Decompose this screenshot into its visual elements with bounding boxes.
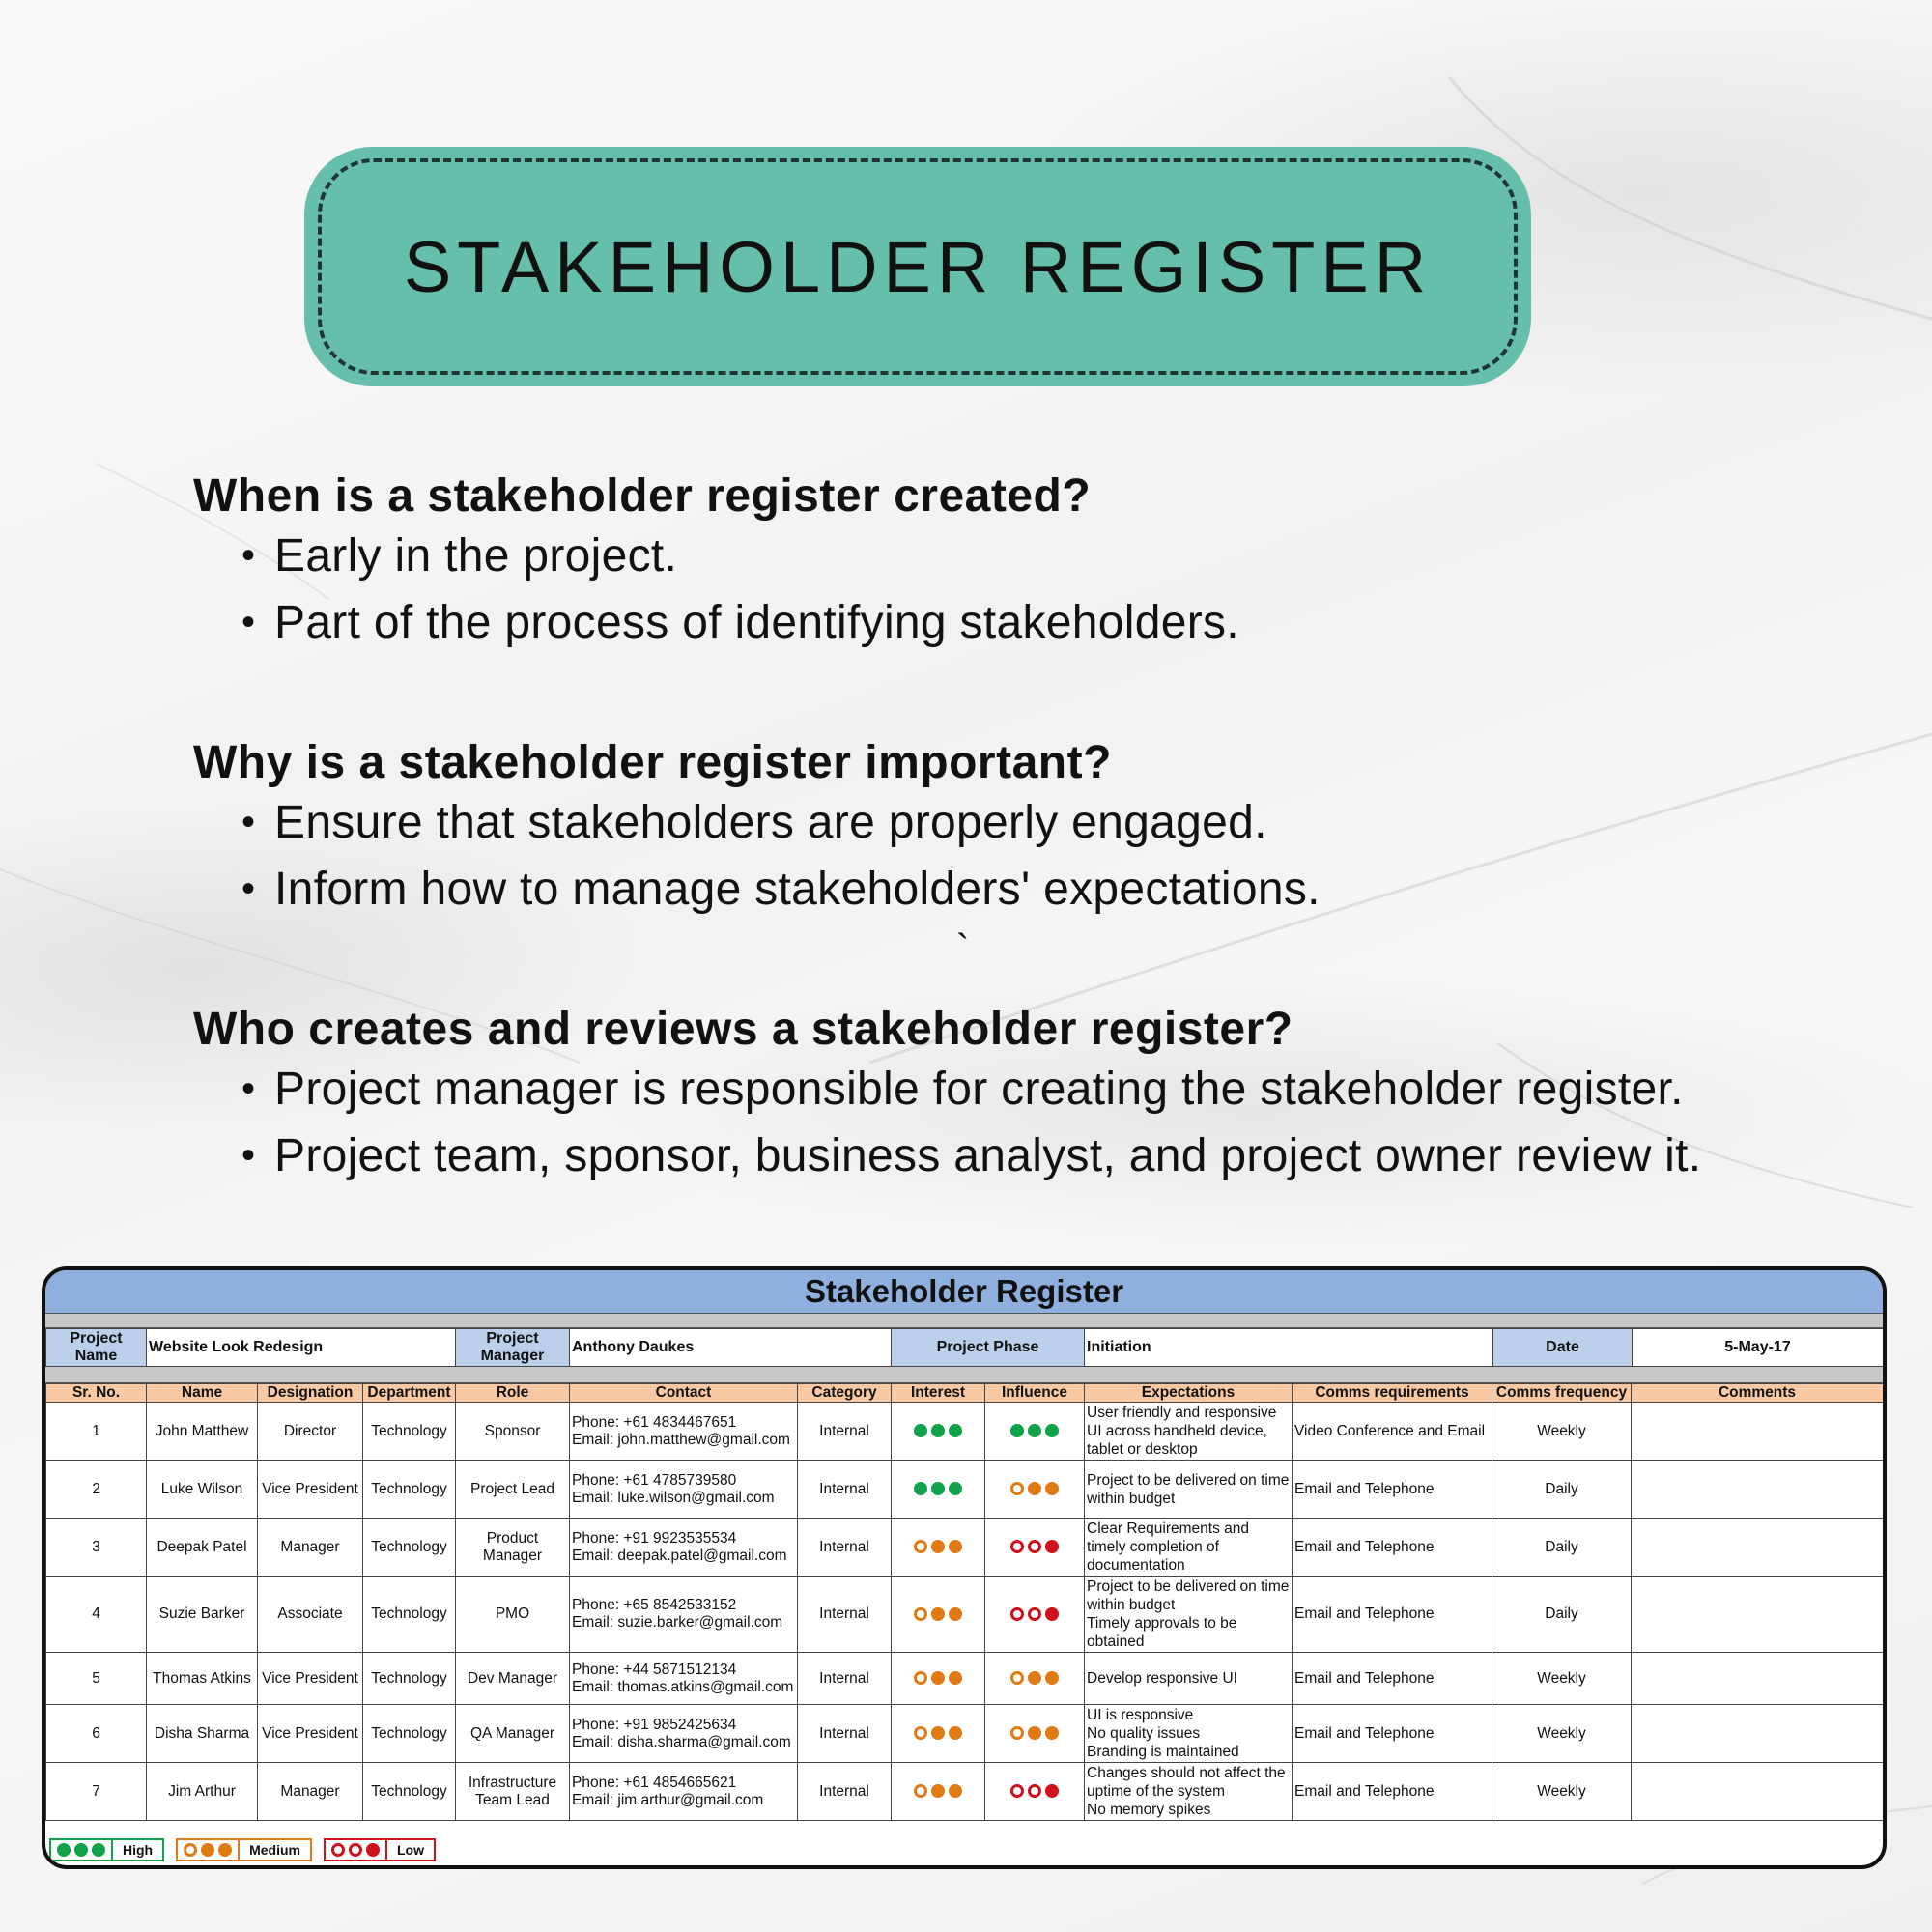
- comms-requirements-cell: Email and Telephone: [1293, 1461, 1492, 1519]
- department-cell: Technology: [363, 1763, 456, 1821]
- comments-cell: [1632, 1653, 1884, 1705]
- level-dot-icon: [201, 1843, 214, 1857]
- level-dot-icon: [1028, 1671, 1041, 1685]
- column-header: Interest: [892, 1384, 985, 1403]
- legend-swatch: [326, 1840, 385, 1860]
- phone-text: Phone: +65 8542533152: [572, 1597, 737, 1613]
- comments-cell: [1632, 1519, 1884, 1577]
- sr-no-cell: 7: [46, 1763, 147, 1821]
- level-dot-icon: [1010, 1424, 1024, 1437]
- comms-frequency-cell: Daily: [1492, 1461, 1632, 1519]
- influence-cell: [985, 1403, 1085, 1461]
- table-row: [46, 1653, 1884, 1705]
- section-question: Who creates and reviews a stakeholder register?: [193, 1004, 1293, 1055]
- category-cell: Internal: [798, 1403, 892, 1461]
- comms-requirements-cell: Email and Telephone: [1293, 1705, 1492, 1763]
- level-dot-icon: [1045, 1540, 1059, 1553]
- table-row: [46, 1705, 1884, 1763]
- expectations-cell: [1085, 1461, 1293, 1519]
- department-cell: Technology: [363, 1705, 456, 1763]
- email-link[interactable]: Email: suzie.barker@gmail.com: [572, 1614, 783, 1631]
- level-dot-icon: [914, 1607, 927, 1621]
- designation-cell: Associate: [258, 1577, 363, 1653]
- date-value: 5-May-17: [1633, 1329, 1884, 1367]
- contact-cell: [570, 1653, 798, 1705]
- expectation-line: Project to be delivered on time: [1087, 1471, 1290, 1489]
- comments-cell: [1632, 1461, 1884, 1519]
- level-dot-icon: [931, 1784, 945, 1798]
- title-banner-dashed-border: [318, 158, 1518, 375]
- section-why: [193, 736, 1835, 923]
- expectation-line: tablet or desktop: [1087, 1441, 1198, 1458]
- sr-no-cell: 3: [46, 1519, 147, 1577]
- level-dot-icon: [1045, 1671, 1059, 1685]
- project-name-label: Project Name: [46, 1329, 147, 1367]
- expectation-line: Branding is maintained: [1087, 1744, 1239, 1760]
- phone-text: Phone: +61 4834467651: [572, 1413, 737, 1431]
- legend-item-high: [49, 1838, 164, 1861]
- category-cell: Internal: [798, 1705, 892, 1763]
- bullet-dot-icon: •: [242, 601, 256, 643]
- sr-no-cell: 6: [46, 1705, 147, 1763]
- comments-cell: [1632, 1705, 1884, 1763]
- influence-cell: [985, 1519, 1085, 1577]
- legend-item-low: [324, 1838, 436, 1861]
- sr-no-cell: 4: [46, 1577, 147, 1653]
- bullet-item: • Project manager is responsible for creating the stakeholder register.: [193, 1056, 1835, 1122]
- stakeholder-register-sheet: [42, 1266, 1887, 1869]
- project-phase-value: Initiation: [1085, 1329, 1493, 1367]
- expectation-line: Clear Requirements and: [1087, 1520, 1250, 1537]
- bullet-item: • Early in the project.: [193, 523, 1835, 589]
- role-cell: Project Lead: [456, 1461, 570, 1519]
- category-cell: Internal: [798, 1461, 892, 1519]
- legend-label: High: [111, 1840, 162, 1860]
- role-cell: Sponsor: [456, 1403, 570, 1461]
- influence-cell: [985, 1461, 1085, 1519]
- expectation-line: documentation: [1087, 1557, 1185, 1574]
- email-link[interactable]: Email: john.matthew@gmail.com: [572, 1431, 790, 1448]
- interest-cell: [892, 1763, 985, 1821]
- influence-cell: [985, 1705, 1085, 1763]
- email-link[interactable]: Email: thomas.atkins@gmail.com: [572, 1678, 794, 1695]
- category-cell: Internal: [798, 1763, 892, 1821]
- expectation-line: User friendly and responsive: [1087, 1405, 1277, 1421]
- expectations-cell: [1085, 1705, 1293, 1763]
- column-header: Role: [456, 1384, 570, 1403]
- level-dot-icon: [914, 1726, 927, 1740]
- comms-requirements-cell: Email and Telephone: [1293, 1653, 1492, 1705]
- designation-cell: Director: [258, 1403, 363, 1461]
- level-dot-icon: [218, 1843, 232, 1857]
- designation-cell: Vice President: [258, 1461, 363, 1519]
- role-cell: Product Manager: [456, 1519, 570, 1577]
- designation-cell: Vice President: [258, 1705, 363, 1763]
- interest-cell: [892, 1461, 985, 1519]
- bullet-dot-icon: •: [242, 1134, 256, 1177]
- interest-cell: [892, 1705, 985, 1763]
- project-manager-label: Project Manager: [456, 1329, 570, 1367]
- column-header: Comments: [1632, 1384, 1884, 1403]
- interest-cell: [892, 1403, 985, 1461]
- level-dot-icon: [949, 1607, 962, 1621]
- legend-label: Medium: [238, 1840, 310, 1860]
- comments-cell: [1632, 1763, 1884, 1821]
- sr-no-cell: 2: [46, 1461, 147, 1519]
- comms-frequency-cell: Weekly: [1492, 1403, 1632, 1461]
- influence-cell: [985, 1763, 1085, 1821]
- expectation-line: Project to be delivered on time: [1087, 1578, 1290, 1595]
- level-dot-icon: [1010, 1726, 1024, 1740]
- level-dot-icon: [931, 1482, 945, 1495]
- contact-cell: [570, 1577, 798, 1653]
- department-cell: Technology: [363, 1653, 456, 1705]
- comms-requirements-cell: Email and Telephone: [1293, 1519, 1492, 1577]
- name-cell: Luke Wilson: [147, 1461, 258, 1519]
- level-dot-icon: [184, 1843, 197, 1857]
- level-dot-icon: [949, 1784, 962, 1798]
- expectation-line: UI across handheld device,: [1087, 1423, 1267, 1439]
- column-header: Expectations: [1085, 1384, 1293, 1403]
- comms-requirements-cell: Video Conference and Email: [1293, 1403, 1492, 1461]
- level-dot-icon: [1045, 1726, 1059, 1740]
- column-header: Influence: [985, 1384, 1085, 1403]
- level-dot-icon: [92, 1843, 105, 1857]
- table-row: [46, 1763, 1884, 1821]
- stray-mark: `: [956, 927, 970, 970]
- name-cell: Deepak Patel: [147, 1519, 258, 1577]
- level-dot-icon: [1045, 1784, 1059, 1798]
- department-cell: Technology: [363, 1577, 456, 1653]
- department-cell: Technology: [363, 1519, 456, 1577]
- column-header: Name: [147, 1384, 258, 1403]
- bullet-item: • Ensure that stakeholders are properly engaged.: [193, 789, 1835, 856]
- level-dot-icon: [914, 1482, 927, 1495]
- level-dot-icon: [914, 1540, 927, 1553]
- role-cell: Infrastructure Team Lead: [456, 1763, 570, 1821]
- legend-item-medium: [176, 1838, 312, 1861]
- column-header: Comms requirements: [1293, 1384, 1492, 1403]
- name-cell: Jim Arthur: [147, 1763, 258, 1821]
- level-dot-icon: [949, 1726, 962, 1740]
- section-question: When is a stakeholder register created?: [193, 470, 1092, 522]
- section-question: Why is a stakeholder register important?: [193, 737, 1112, 788]
- level-dot-icon: [949, 1424, 962, 1437]
- table-row: [46, 1403, 1884, 1461]
- phone-text: Phone: +61 4854665621: [572, 1774, 737, 1791]
- section-who: [193, 1003, 1835, 1189]
- phone-text: Phone: +61 4785739580: [572, 1471, 737, 1489]
- legend-swatch: [51, 1840, 111, 1860]
- phone-text: Phone: +44 5871512134: [572, 1661, 737, 1678]
- level-dot-icon: [349, 1843, 362, 1857]
- expectation-line: UI is responsive: [1087, 1707, 1194, 1723]
- expectation-line: Develop responsive UI: [1087, 1670, 1237, 1687]
- category-cell: Internal: [798, 1577, 892, 1653]
- bullet-dot-icon: •: [242, 1067, 256, 1110]
- legend-swatch: [178, 1840, 238, 1860]
- level-dot-icon: [931, 1424, 945, 1437]
- column-header: Contact: [570, 1384, 798, 1403]
- interest-cell: [892, 1653, 985, 1705]
- project-phase-label: Project Phase: [892, 1329, 1085, 1367]
- register-title: Stakeholder Register: [45, 1270, 1883, 1314]
- level-dot-icon: [914, 1671, 927, 1685]
- role-cell: QA Manager: [456, 1705, 570, 1763]
- phone-text: Phone: +91 9923535534: [572, 1529, 737, 1547]
- page-title: STAKEHOLDER REGISTER: [403, 226, 1433, 307]
- interest-cell: [892, 1577, 985, 1653]
- expectation-line: uptime of the system: [1087, 1783, 1226, 1800]
- category-cell: Internal: [798, 1653, 892, 1705]
- comments-cell: [1632, 1403, 1884, 1461]
- bullet-dot-icon: •: [242, 867, 256, 910]
- influence-cell: [985, 1577, 1085, 1653]
- designation-cell: Vice President: [258, 1653, 363, 1705]
- level-dot-icon: [57, 1843, 71, 1857]
- email-link[interactable]: Email: jim.arthur@gmail.com: [572, 1791, 764, 1808]
- expectations-cell: [1085, 1763, 1293, 1821]
- bullet-item: • Inform how to manage stakeholders' expectations.: [193, 856, 1835, 923]
- level-dot-icon: [1045, 1424, 1059, 1437]
- contact-cell: [570, 1519, 798, 1577]
- expectation-line: within budget: [1087, 1490, 1176, 1507]
- level-dot-icon: [914, 1784, 927, 1798]
- level-dot-icon: [1010, 1482, 1024, 1495]
- department-cell: Technology: [363, 1403, 456, 1461]
- contact-cell: [570, 1763, 798, 1821]
- name-cell: Thomas Atkins: [147, 1653, 258, 1705]
- level-dot-icon: [1045, 1607, 1059, 1621]
- level-dot-icon: [1028, 1540, 1041, 1553]
- level-dot-icon: [1028, 1726, 1041, 1740]
- level-dot-icon: [1010, 1607, 1024, 1621]
- comms-frequency-cell: Daily: [1492, 1519, 1632, 1577]
- level-dot-icon: [949, 1671, 962, 1685]
- level-dot-icon: [949, 1540, 962, 1553]
- level-dot-icon: [366, 1843, 380, 1857]
- expectations-cell: [1085, 1403, 1293, 1461]
- comms-requirements-cell: Email and Telephone: [1293, 1577, 1492, 1653]
- expectations-cell: [1085, 1653, 1293, 1705]
- level-dot-icon: [1045, 1482, 1059, 1495]
- level-dot-icon: [931, 1540, 945, 1553]
- spacer-row: [45, 1367, 1883, 1383]
- contact-cell: [570, 1461, 798, 1519]
- comments-cell: [1632, 1577, 1884, 1653]
- register-info-table: [45, 1328, 1884, 1367]
- contact-cell: [570, 1403, 798, 1461]
- section-when: [193, 469, 1835, 656]
- legend: [49, 1838, 436, 1863]
- table-row: [46, 1577, 1884, 1653]
- designation-cell: Manager: [258, 1763, 363, 1821]
- stakeholder-table: [45, 1383, 1884, 1821]
- bullet-item: • Project team, sponsor, business analyst, and project owner review it.: [193, 1122, 1835, 1189]
- column-header: Department: [363, 1384, 456, 1403]
- legend-label: Low: [385, 1840, 434, 1860]
- department-cell: Technology: [363, 1461, 456, 1519]
- designation-cell: Manager: [258, 1519, 363, 1577]
- level-dot-icon: [931, 1607, 945, 1621]
- comms-frequency-cell: Weekly: [1492, 1705, 1632, 1763]
- name-cell: John Matthew: [147, 1403, 258, 1461]
- expectation-line: Timely approvals to be: [1087, 1615, 1237, 1632]
- bullet-dot-icon: •: [242, 801, 256, 843]
- level-dot-icon: [1028, 1482, 1041, 1495]
- expectation-line: obtained: [1087, 1634, 1145, 1650]
- column-header: Designation: [258, 1384, 363, 1403]
- project-name-value: Website Look Redesign: [147, 1329, 456, 1367]
- name-cell: Disha Sharma: [147, 1705, 258, 1763]
- comms-requirements-cell: Email and Telephone: [1293, 1763, 1492, 1821]
- spacer-row: [45, 1314, 1883, 1328]
- expectations-cell: [1085, 1577, 1293, 1653]
- bullet-dot-icon: •: [242, 534, 256, 577]
- level-dot-icon: [1028, 1424, 1041, 1437]
- expectation-line: timely completion of: [1087, 1539, 1219, 1555]
- column-header: Comms frequency: [1492, 1384, 1632, 1403]
- level-dot-icon: [1010, 1671, 1024, 1685]
- level-dot-icon: [931, 1726, 945, 1740]
- email-link[interactable]: Email: deepak.patel@gmail.com: [572, 1547, 787, 1564]
- comms-frequency-cell: Daily: [1492, 1577, 1632, 1653]
- expectation-line: No quality issues: [1087, 1725, 1201, 1742]
- comms-frequency-cell: Weekly: [1492, 1763, 1632, 1821]
- table-row: [46, 1519, 1884, 1577]
- table-header-row: [46, 1384, 1884, 1403]
- project-manager-value: Anthony Daukes: [570, 1329, 892, 1367]
- level-dot-icon: [1010, 1784, 1024, 1798]
- level-dot-icon: [331, 1843, 345, 1857]
- sr-no-cell: 5: [46, 1653, 147, 1705]
- sr-no-cell: 1: [46, 1403, 147, 1461]
- comms-frequency-cell: Weekly: [1492, 1653, 1632, 1705]
- title-banner: [304, 147, 1531, 386]
- level-dot-icon: [1010, 1540, 1024, 1553]
- phone-text: Phone: +91 9852425634: [572, 1716, 737, 1733]
- level-dot-icon: [1028, 1607, 1041, 1621]
- name-cell: Suzie Barker: [147, 1577, 258, 1653]
- level-dot-icon: [1028, 1784, 1041, 1798]
- influence-cell: [985, 1653, 1085, 1705]
- date-label: Date: [1493, 1329, 1633, 1367]
- table-row: [46, 1461, 1884, 1519]
- contact-cell: [570, 1705, 798, 1763]
- expectation-line: No memory spikes: [1087, 1802, 1211, 1818]
- level-dot-icon: [74, 1843, 88, 1857]
- expectations-cell: [1085, 1519, 1293, 1577]
- email-link[interactable]: Email: disha.sharma@gmail.com: [572, 1733, 791, 1750]
- expectation-line: within budget: [1087, 1597, 1176, 1613]
- column-header: Category: [798, 1384, 892, 1403]
- level-dot-icon: [949, 1482, 962, 1495]
- category-cell: Internal: [798, 1519, 892, 1577]
- email-link[interactable]: Email: luke.wilson@gmail.com: [572, 1489, 775, 1506]
- role-cell: Dev Manager: [456, 1653, 570, 1705]
- expectation-line: Changes should not affect the: [1087, 1765, 1286, 1781]
- role-cell: PMO: [456, 1577, 570, 1653]
- interest-cell: [892, 1519, 985, 1577]
- bullet-item: • Part of the process of identifying stakeholders.: [193, 589, 1835, 656]
- column-header: Sr. No.: [46, 1384, 147, 1403]
- level-dot-icon: [931, 1671, 945, 1685]
- level-dot-icon: [914, 1424, 927, 1437]
